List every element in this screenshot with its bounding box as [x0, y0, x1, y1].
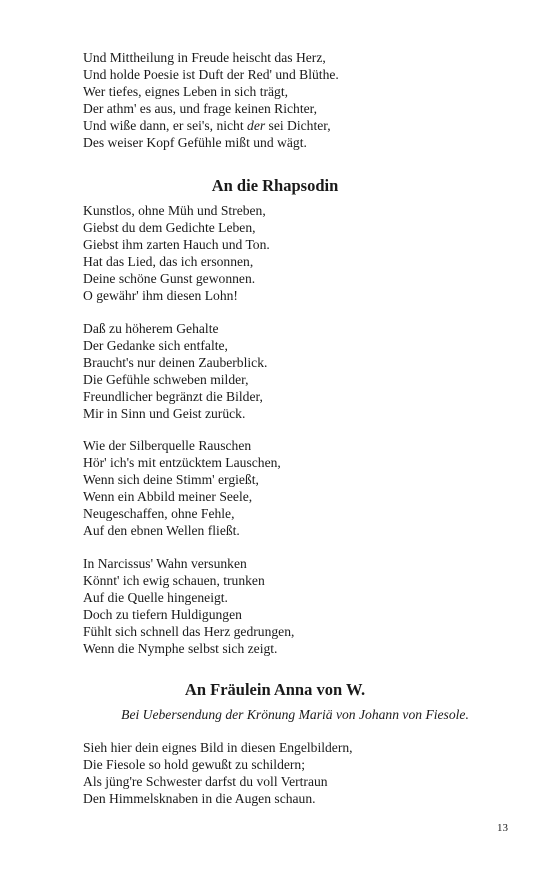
verse-line: Braucht's nur deinen Zauberblick. — [83, 355, 268, 370]
verse-line: Giebst ihm zarten Hauch und Ton. — [83, 237, 270, 252]
verse-line: Könnt' ich ewig schauen, trunken — [83, 573, 265, 588]
verse-line: Daß zu höherem Gehalte — [83, 321, 219, 336]
verse-line: Hör' ich's mit entzücktem Lauschen, — [83, 455, 281, 470]
verse-line: Doch zu tiefern Huldigungen — [83, 607, 242, 622]
stanza — [83, 320, 267, 422]
verse-line: Wenn sich deine Stimm' ergießt, — [83, 472, 259, 487]
verse-line: Giebst du dem Gedichte Leben, — [83, 220, 256, 235]
verse-line: Der athm' es aus, und frage keinen Richter, — [83, 101, 318, 116]
verse-line: Deine schöne Gunst gewonnen. — [83, 271, 256, 286]
verse-line: Als jüng're Schwester darfst du voll Vertraun — [83, 774, 328, 789]
verse-line: O gewähr' ihm diesen Lohn! — [83, 288, 238, 303]
verse-line: Fühlt sich schnell das Herz gedrungen, — [83, 624, 295, 639]
verse-line: Wenn die Nymphe selbst sich zeigt. — [83, 641, 278, 656]
poem-dedication: Bei Uebersendung der Krönung Mariä von Johann von Fiesole. — [121, 707, 469, 722]
verse-line: Freundlicher begränzt die Bilder, — [83, 389, 263, 404]
verse-line: Sieh hier dein eignes Bild in diesen Engelbildern, — [83, 740, 353, 755]
verse-line: Auf die Quelle hingeneigt. — [83, 590, 228, 605]
verse-text: Und wiße dann, er sei's, nicht — [83, 118, 248, 133]
verse-line: Wie der Silberquelle Rauschen — [83, 438, 252, 453]
verse-line: Mir in Sinn und Geist zurück. — [83, 406, 246, 421]
verse-line: Hat das Lied, das ich ersonnen, — [83, 254, 254, 269]
poem-title: An Fräulein Anna von W. — [184, 680, 366, 699]
verse-line: In Narcissus' Wahn versunken — [83, 556, 247, 571]
stanza — [83, 437, 281, 539]
poem-title: An die Rhapsodin — [211, 176, 339, 195]
verse-line: Und Mittheilung in Freude heischt das Herz, — [83, 50, 326, 65]
stanza — [83, 739, 353, 807]
verse-line — [83, 117, 339, 134]
verse-line: Wer tiefes, eignes Leben in sich trägt, — [83, 84, 289, 99]
stanza — [83, 202, 270, 304]
verse-line: Wenn ein Abbild meiner Seele, — [83, 489, 253, 504]
stanza — [83, 555, 294, 657]
verse-text: sei Dichter, — [265, 118, 331, 133]
page-number: 13 — [497, 822, 508, 834]
verse-line: Auf den ebnen Wellen fließt. — [83, 523, 240, 538]
verse-line: Und holde Poesie ist Duft der Red' und Blüthe. — [83, 67, 339, 82]
verse-line: Kunstlos, ohne Müh und Streben, — [83, 203, 266, 218]
verse-line: Der Gedanke sich entfalte, — [83, 338, 228, 353]
verse-line: Die Gefühle schweben milder, — [83, 372, 249, 387]
verse-line: Des weiser Kopf Gefühle mißt und wägt. — [83, 135, 307, 150]
verse-line: Den Himmelsknaben in die Augen schaun. — [83, 791, 316, 806]
emphasis-text: der — [247, 118, 266, 133]
previous-poem-ending — [83, 49, 339, 151]
verse-line: Neugeschaffen, ohne Fehle, — [83, 506, 235, 521]
verse-line: Die Fiesole so hold gewußt zu schildern; — [83, 757, 305, 772]
